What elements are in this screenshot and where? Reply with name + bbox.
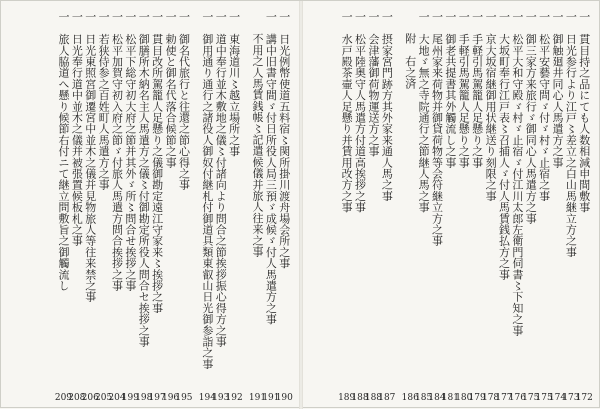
toc-page-number: 205 (95, 393, 113, 403)
toc-page-number: 197 (148, 393, 166, 403)
toc-page-number: 186 (401, 393, 419, 403)
toc-entry (175, 11, 193, 403)
toc-page-number: 195 (175, 393, 193, 403)
toc-entry (148, 11, 166, 403)
toc-entry (191, 11, 201, 383)
toc-page-number: 181 (441, 393, 459, 403)
toc-entry (262, 11, 280, 403)
toc-page-number: 208 (68, 393, 86, 403)
toc-entry-title: 一 松平陸奥守人馬遣方付道高挨拶之事 (353, 11, 367, 213)
toc-entry-title: 一 手軽引馬駕籠人足懸り之事 (470, 11, 484, 168)
left-page (1, 1, 299, 409)
toc-entry-title: 一 道中奉行並木敷地之儀〻付諸向より問合之節挨拶振心得方之事 (214, 11, 228, 347)
toc-page-number: 190 (275, 393, 293, 403)
toc-page-number: 176 (508, 393, 526, 403)
toc-entry (401, 11, 419, 403)
toc-entry-title: 一 若狭侍参之百姓町人馬遣方之事 (97, 11, 111, 191)
toc-entry-title: 附 右之済 (403, 33, 417, 89)
toc-entry-title: 一 京大坂宿継御用状継送り刻限之事 (484, 11, 498, 202)
toc-page-number: 191 (262, 393, 280, 403)
toc-entry-title: 一 尾州家来荷物并御貸荷物等会符継立方之事 (430, 11, 444, 247)
toc-page-number: 204 (108, 393, 126, 403)
toc-entry-title: 一 大地ゞ無之寺院通行之節継人馬之事 (417, 11, 431, 213)
toc-entry (135, 11, 153, 403)
toc-entry (562, 11, 580, 403)
toc-page-number: 185 (415, 393, 433, 403)
toc-page-number: 173 (562, 393, 580, 403)
toc-entry-title: 一 日光奉行道中並木之儀并被張置候板札之事 (70, 11, 84, 247)
toc-entry-title: 一 貫目持之品にても人数相減申間敷事 (577, 11, 591, 213)
left-page-entries (7, 11, 293, 403)
toc-page-number: 206 (81, 393, 99, 403)
toc-page-number: 193 (212, 393, 230, 403)
toc-entry-title: 一 貫目改所駕籠人足懸り之儀御勘定遠江守家来〻挨拶之事 (150, 11, 164, 314)
toc-entry-title: 一 日光東照宮御遷宮中並木之儀并見物旅人等往来禁之事 (83, 11, 97, 303)
toc-entry (225, 11, 243, 403)
toc-entry-title: 一 日光例幣使道五料宿〻関所掛川渡舟場会所之事 (277, 11, 291, 269)
toc-page-number: 198 (135, 393, 153, 403)
toc-page-number: 179 (468, 393, 486, 403)
toc-entry-title: 一 御用通り通行之諸役人御奴付継札付御道具類東叡山日光御参詣之事 (200, 11, 214, 370)
toc-entry-title: 一 松平加賀守初入府之節ゞ付旅人馬遣方問合挨拶之事 (110, 11, 124, 291)
toc-entry (455, 11, 473, 403)
toc-entry (441, 11, 459, 403)
toc-page-number: 209 (54, 393, 73, 403)
toc-page-number: 194 (198, 393, 216, 403)
toc-page-number: 187 (378, 393, 396, 403)
toc-page-number: 178 (481, 393, 500, 403)
toc-page-number: 184 (428, 393, 446, 403)
toc-entry (161, 11, 180, 403)
toc-entry (338, 11, 356, 403)
toc-page-number: 192 (225, 393, 243, 403)
toc-page-number: 172 (575, 393, 593, 403)
toc-entry-title: 一 水戸殿茶壷人足懸り并賃用改方之事 (340, 11, 354, 213)
toc-entry (548, 11, 567, 403)
toc-page-number: 175 (522, 393, 540, 403)
right-page (303, 1, 600, 409)
toc-entry (81, 11, 99, 403)
toc-page-number: 180 (455, 393, 473, 403)
toc-page-number: 177 (495, 393, 513, 403)
toc-entry-title: 一 御触廻井同心人馬遣方之事 (551, 11, 565, 168)
toc-entry-title: 一 摂家宮門跡方其外家来通人馬之事 (380, 11, 394, 202)
toc-entry-title: 一 松平安藝守問ゞ付ゞ村ゞ止宿之事 (537, 11, 551, 202)
toc-entry-title: 一 大坂町奉行江戸表〻召捕人ゞ付人馬賃銭払方之事 (497, 11, 511, 280)
toc-entry-title: 一 御膳所木納名主人馬遣方之儀〻付御勘定所役人問合セ挨拶之事 (137, 11, 151, 347)
toc-entry (275, 11, 293, 403)
toc-entry (535, 11, 553, 403)
toc-entry (212, 11, 230, 403)
toc-page-number: 191 (248, 393, 267, 403)
toc-entry-title: 一 東海道川〻越立場所之事 (227, 11, 241, 157)
toc-entry-title: 一 御老共提書其外觸流し之事 (443, 11, 457, 168)
toc-entry-title: 一 勅使と御名代落合候節之事 (164, 11, 178, 168)
toc-entry (351, 11, 369, 403)
toc-entry (364, 11, 383, 403)
toc-entry-title: 一 御名代旅行と往還之節心得之事 (177, 11, 191, 191)
toc-entry-title: 一 松平下総守初大府之節并其外ゞ所〻問合せ挨拶之事 (123, 11, 137, 291)
toc-entry-title: 一 講中旧書守間ゞ付日所役人局三預ゞ成候ゞ付人馬遣方之事 (264, 11, 278, 325)
toc-entry (522, 11, 540, 403)
toc-entry (495, 11, 513, 403)
toc-entry (468, 11, 486, 403)
toc-entry (378, 11, 396, 403)
toc-entry (575, 11, 593, 403)
toc-entry (508, 11, 526, 403)
toc-entry-title: 一 松平大和守殿ゞ村ゞ止宿ゞ付江川太郎左衛門伺書〻下知之事 (510, 11, 524, 336)
toc-page-number: 189 (338, 393, 356, 403)
toc-page-number: 188 (351, 393, 369, 403)
toc-page-number: 199 (121, 393, 139, 403)
toc-entry-title: 不用之人馬賃銭帳〻記遣候儀并旅人往来之事 (251, 33, 265, 257)
toc-entry (95, 11, 113, 403)
toc-entry (121, 11, 139, 403)
toc-page-number: 196 (161, 393, 180, 403)
toc-entry (481, 11, 500, 403)
toc-entry (54, 11, 73, 403)
toc-entry (248, 11, 267, 403)
toc-entry (68, 11, 86, 403)
toc-page-number: 175 (535, 393, 553, 403)
toc-entry (108, 11, 126, 403)
toc-entry-title: 一 手軽引馬駕籠人足懸り之事 (457, 11, 471, 168)
toc-entry (198, 11, 216, 403)
toc-entry (428, 11, 446, 403)
toc-entry (415, 11, 433, 403)
toc-page-number: 188 (364, 393, 383, 403)
right-page-entries (311, 11, 593, 403)
toc-entry-title: 一 会津藩御荷物運送方之事 (366, 11, 380, 157)
toc-entry-title: 一 御三家方来旅行ゞ御同心人馬遣方之事 (524, 11, 538, 224)
toc-entry (241, 11, 251, 383)
toc-page-number: 174 (548, 393, 567, 403)
toc-entry-title: 一 旅人脇道へ懸り候節右付ニて継立問敷旨之御觸流し (56, 11, 70, 291)
toc-entry-title: 一 日光参行より江戸〻差立之白山馬継立方之事 (564, 11, 578, 258)
toc-entry (394, 11, 404, 383)
